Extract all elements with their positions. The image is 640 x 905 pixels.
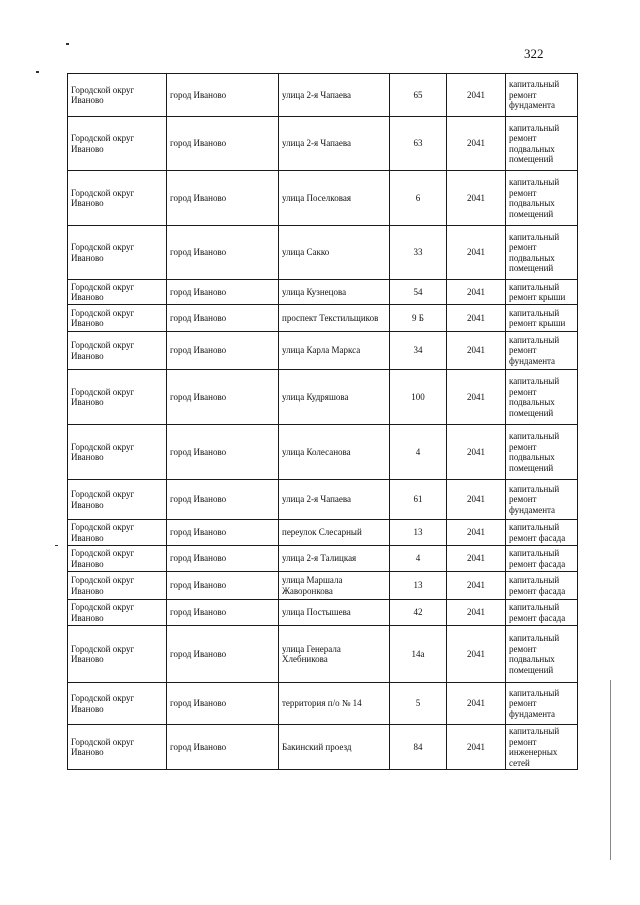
table-row [68, 171, 578, 226]
district-cell: Городской округ Иваново [68, 370, 167, 425]
table-row [68, 332, 578, 370]
table-row [68, 546, 578, 572]
city-cell: город Иваново [167, 425, 279, 480]
work-cell: капитальный ремонт фундамента [506, 74, 578, 117]
city-cell: город Иваново [167, 74, 279, 117]
table-row [68, 226, 578, 280]
city-cell: город Иваново [167, 370, 279, 425]
year-cell: 2041 [447, 626, 506, 683]
city-cell: город Иваново [167, 480, 279, 520]
house-cell: 100 [390, 370, 447, 425]
house-cell: 4 [390, 425, 447, 480]
year-cell: 2041 [447, 280, 506, 305]
city-cell: город Иваново [167, 546, 279, 572]
scan-speck [55, 545, 58, 546]
house-cell: 13 [390, 572, 447, 600]
house-cell: 4 [390, 546, 447, 572]
scan-speck [66, 43, 69, 45]
year-cell: 2041 [447, 226, 506, 280]
year-cell: 2041 [447, 74, 506, 117]
city-cell: город Иваново [167, 226, 279, 280]
house-cell: 13 [390, 520, 447, 546]
house-cell: 63 [390, 117, 447, 171]
street-cell: улица 2-я Чапаева [279, 74, 390, 117]
street-cell: территория п/о № 14 [279, 683, 390, 725]
street-cell: улица Кудряшова [279, 370, 390, 425]
street-cell: улица Постышева [279, 600, 390, 626]
street-cell: улица Маршала Жаворонкова [279, 572, 390, 600]
year-cell: 2041 [447, 425, 506, 480]
street-cell: Бакинский проезд [279, 725, 390, 770]
work-cell: капитальный ремонт фасада [506, 600, 578, 626]
table-row [68, 572, 578, 600]
city-cell: город Иваново [167, 572, 279, 600]
work-cell: капитальный ремонт инженерных сетей [506, 725, 578, 770]
street-cell: переулок Слесарный [279, 520, 390, 546]
work-cell: капитальный ремонт фундамента [506, 683, 578, 725]
year-cell: 2041 [447, 572, 506, 600]
table-row [68, 425, 578, 480]
house-cell: 34 [390, 332, 447, 370]
work-cell: капитальный ремонт подвальных помещений [506, 425, 578, 480]
house-cell: 54 [390, 280, 447, 305]
district-cell: Городской округ Иваново [68, 626, 167, 683]
house-cell: 9 Б [390, 305, 447, 332]
street-cell: улица 2-я Чапаева [279, 117, 390, 171]
house-cell: 84 [390, 725, 447, 770]
city-cell: город Иваново [167, 626, 279, 683]
table-row [68, 74, 578, 117]
street-cell: улица Карла Маркса [279, 332, 390, 370]
repair-schedule-table [67, 73, 578, 770]
year-cell: 2041 [447, 370, 506, 425]
work-cell: капитальный ремонт фундамента [506, 480, 578, 520]
city-cell: город Иваново [167, 305, 279, 332]
year-cell: 2041 [447, 683, 506, 725]
house-cell: 33 [390, 226, 447, 280]
district-cell: Городской округ Иваново [68, 74, 167, 117]
district-cell: Городской округ Иваново [68, 546, 167, 572]
table-row [68, 520, 578, 546]
district-cell: Городской округ Иваново [68, 332, 167, 370]
table-row [68, 683, 578, 725]
street-cell: улица Сакко [279, 226, 390, 280]
table-row [68, 626, 578, 683]
table-row [68, 305, 578, 332]
work-cell: капитальный ремонт крыши [506, 280, 578, 305]
year-cell: 2041 [447, 332, 506, 370]
work-cell: капитальный ремонт подвальных помещений [506, 626, 578, 683]
city-cell: город Иваново [167, 683, 279, 725]
district-cell: Городской округ Иваново [68, 425, 167, 480]
work-cell: капитальный ремонт подвальных помещений [506, 226, 578, 280]
work-cell: капитальный ремонт фасада [506, 546, 578, 572]
scan-edge-line [610, 680, 611, 860]
page-number: 322 [524, 46, 544, 61]
city-cell: город Иваново [167, 725, 279, 770]
city-cell: город Иваново [167, 280, 279, 305]
district-cell: Городской округ Иваново [68, 725, 167, 770]
district-cell: Городской округ Иваново [68, 226, 167, 280]
table-row [68, 117, 578, 171]
district-cell: Городской округ Иваново [68, 683, 167, 725]
district-cell: Городской округ Иваново [68, 305, 167, 332]
street-cell: улица 2-я Талицкая [279, 546, 390, 572]
table-row [68, 480, 578, 520]
street-cell: улица 2-я Чапаева [279, 480, 390, 520]
work-cell: капитальный ремонт фасада [506, 572, 578, 600]
street-cell: проспект Текстильщиков [279, 305, 390, 332]
year-cell: 2041 [447, 171, 506, 226]
work-cell: капитальный ремонт подвальных помещений [506, 117, 578, 171]
year-cell: 2041 [447, 546, 506, 572]
scan-speck [36, 71, 39, 73]
district-cell: Городской округ Иваново [68, 572, 167, 600]
city-cell: город Иваново [167, 600, 279, 626]
district-cell: Городской округ Иваново [68, 280, 167, 305]
work-cell: капитальный ремонт подвальных помещений [506, 171, 578, 226]
city-cell: город Иваново [167, 520, 279, 546]
house-cell: 6 [390, 171, 447, 226]
city-cell: город Иваново [167, 171, 279, 226]
district-cell: Городской округ Иваново [68, 171, 167, 226]
table-row [68, 725, 578, 770]
year-cell: 2041 [447, 725, 506, 770]
district-cell: Городской округ Иваново [68, 600, 167, 626]
house-cell: 61 [390, 480, 447, 520]
district-cell: Городской округ Иваново [68, 117, 167, 171]
work-cell: капитальный ремонт фасада [506, 520, 578, 546]
district-cell: Городской округ Иваново [68, 520, 167, 546]
year-cell: 2041 [447, 600, 506, 626]
work-cell: капитальный ремонт подвальных помещений [506, 370, 578, 425]
table-row [68, 370, 578, 425]
year-cell: 2041 [447, 520, 506, 546]
house-cell: 65 [390, 74, 447, 117]
street-cell: улица Колесанова [279, 425, 390, 480]
street-cell: улица Генерала Хлебникова [279, 626, 390, 683]
table-row [68, 600, 578, 626]
city-cell: город Иваново [167, 117, 279, 171]
street-cell: улица Поселковая [279, 171, 390, 226]
year-cell: 2041 [447, 480, 506, 520]
year-cell: 2041 [447, 117, 506, 171]
table-row [68, 280, 578, 305]
year-cell: 2041 [447, 305, 506, 332]
city-cell: город Иваново [167, 332, 279, 370]
house-cell: 14а [390, 626, 447, 683]
work-cell: капитальный ремонт фундамента [506, 332, 578, 370]
house-cell: 42 [390, 600, 447, 626]
repair-schedule-table-wrap [67, 73, 578, 770]
district-cell: Городской округ Иваново [68, 480, 167, 520]
work-cell: капитальный ремонт крыши [506, 305, 578, 332]
house-cell: 5 [390, 683, 447, 725]
street-cell: улица Кузнецова [279, 280, 390, 305]
